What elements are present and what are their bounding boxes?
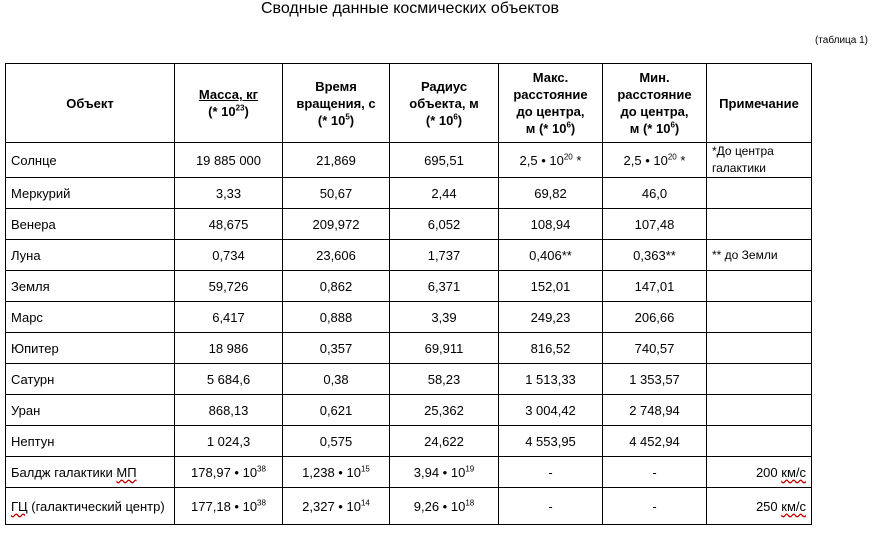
cell-mass: 0,734 (175, 240, 283, 271)
cell-radius: 3,39 (390, 302, 499, 333)
cell-object: Солнце (6, 143, 175, 178)
table-row (6, 143, 812, 178)
table-row (6, 395, 812, 426)
cell-radius: 58,23 (390, 364, 499, 395)
cell-rotation: 21,869 (283, 143, 390, 178)
table-row (6, 488, 812, 525)
cell-mass: 1 024,3 (175, 426, 283, 457)
cell-mass: 48,675 (175, 209, 283, 240)
cell-radius: 6,371 (390, 271, 499, 302)
cell-min-distance: 4 452,94 (603, 426, 707, 457)
cell-max-distance: 3 004,42 (499, 395, 603, 426)
cell-object: Меркурий (6, 178, 175, 209)
table-row (6, 426, 812, 457)
cell-max-distance: 249,23 (499, 302, 603, 333)
cell-max-distance: 4 553,95 (499, 426, 603, 457)
cell-max-distance: - (499, 488, 603, 525)
cell-mass: 868,13 (175, 395, 283, 426)
cell-max-distance: 816,52 (499, 333, 603, 364)
cell-object: Земля (6, 271, 175, 302)
table-row (6, 240, 812, 271)
cell-object: Сатурн (6, 364, 175, 395)
cell-min-distance: 46,0 (603, 178, 707, 209)
cell-rotation: 0,357 (283, 333, 390, 364)
cell-note (707, 302, 812, 333)
cell-max-distance: 108,94 (499, 209, 603, 240)
cell-min-distance: 147,01 (603, 271, 707, 302)
cell-object: Луна (6, 240, 175, 271)
cell-note: ** до Земли (707, 240, 812, 271)
header-min-distance: Мин. расстояние до центра, м (* $10^6$) (603, 64, 707, 143)
cell-min-distance: - (603, 488, 707, 525)
cell-object: Марс (6, 302, 175, 333)
cell-rotation: 0,621 (283, 395, 390, 426)
header-mass: Масса, кг (* $10^{23}$) (175, 64, 283, 143)
cell-max-distance: 0,406** (499, 240, 603, 271)
table-row (6, 209, 812, 240)
cell-rotation: 0,888 (283, 302, 390, 333)
cell-min-distance: 0,363** (603, 240, 707, 271)
cell-min-distance: 2 748,94 (603, 395, 707, 426)
cell-radius: 24,622 (390, 426, 499, 457)
cell-note (707, 209, 812, 240)
cell-radius: 6,052 (390, 209, 499, 240)
header-row (6, 64, 812, 143)
cell-min-distance: 107,48 (603, 209, 707, 240)
cell-mass: 18 986 (175, 333, 283, 364)
cell-radius: 2,44 (390, 178, 499, 209)
cell-object: Балдж галактики МП (6, 457, 175, 488)
cell-radius: 25,362 (390, 395, 499, 426)
cell-radius: 9,26 • $10^{18}$ (390, 488, 499, 525)
cell-rotation: 2,327 • $10^{14}$ (283, 488, 390, 525)
cell-radius: 69,911 (390, 333, 499, 364)
cell-mass: 3,33 (175, 178, 283, 209)
cell-radius: 3,94 • $10^{19}$ (390, 457, 499, 488)
cell-radius: 1,737 (390, 240, 499, 271)
cell-note: *До центра галактики (707, 143, 812, 178)
cell-note (707, 178, 812, 209)
cell-max-distance: 2,5 • $10^{20}$ * (499, 143, 603, 178)
table-reference: (таблица 1) (814, 35, 868, 46)
cell-rotation: 0,38 (283, 364, 390, 395)
page-title (0, 0, 872, 22)
cell-rotation: 1,238 • $10^{15}$ (283, 457, 390, 488)
cell-object: Нептун (6, 426, 175, 457)
cell-note: 250 км/с (707, 488, 812, 525)
cell-note (707, 364, 812, 395)
cell-object: Юпитер (6, 333, 175, 364)
cell-object: Уран (6, 395, 175, 426)
title-text: Сводные данные космических объектов (261, 0, 559, 17)
space-objects-table (5, 63, 812, 525)
cell-mass: 6,417 (175, 302, 283, 333)
cell-min-distance: 2,5 • $10^{20}$ * (603, 143, 707, 178)
table-row (6, 457, 812, 488)
cell-min-distance: 1 353,57 (603, 364, 707, 395)
cell-max-distance: 1 513,33 (499, 364, 603, 395)
cell-rotation: 0,862 (283, 271, 390, 302)
cell-min-distance: 740,57 (603, 333, 707, 364)
cell-min-distance: - (603, 457, 707, 488)
header-note: Примечание (707, 64, 812, 143)
cell-mass: 177,18 • $10^{38}$ (175, 488, 283, 525)
cell-rotation: 209,972 (283, 209, 390, 240)
cell-note (707, 426, 812, 457)
cell-mass: 5 684,6 (175, 364, 283, 395)
cell-max-distance: 152,01 (499, 271, 603, 302)
table-row (6, 364, 812, 395)
cell-mass: 19 885 000 (175, 143, 283, 178)
cell-mass: 59,726 (175, 271, 283, 302)
header-rotation: Время вращения, с (* $10^5$) (283, 64, 390, 143)
cell-object: Венера (6, 209, 175, 240)
cell-mass: 178,97 • $10^{38}$ (175, 457, 283, 488)
table-row (6, 271, 812, 302)
cell-object: ГЦ (галактический центр) (6, 488, 175, 525)
cell-max-distance: 69,82 (499, 178, 603, 209)
table-row (6, 333, 812, 364)
header-radius: Радиус объекта, м (* $10^6$) (390, 64, 499, 143)
cell-note (707, 271, 812, 302)
cell-min-distance: 206,66 (603, 302, 707, 333)
cell-note (707, 333, 812, 364)
table-row (6, 178, 812, 209)
cell-radius: 695,51 (390, 143, 499, 178)
table-row (6, 302, 812, 333)
header-max-distance: Макс. расстояние до центра, м (* $10^6$) (499, 64, 603, 143)
cell-rotation: 23,606 (283, 240, 390, 271)
cell-max-distance: - (499, 457, 603, 488)
cell-note (707, 395, 812, 426)
cell-note: 200 км/с (707, 457, 812, 488)
header-object: Объект (6, 64, 175, 143)
cell-rotation: 50,67 (283, 178, 390, 209)
cell-rotation: 0,575 (283, 426, 390, 457)
